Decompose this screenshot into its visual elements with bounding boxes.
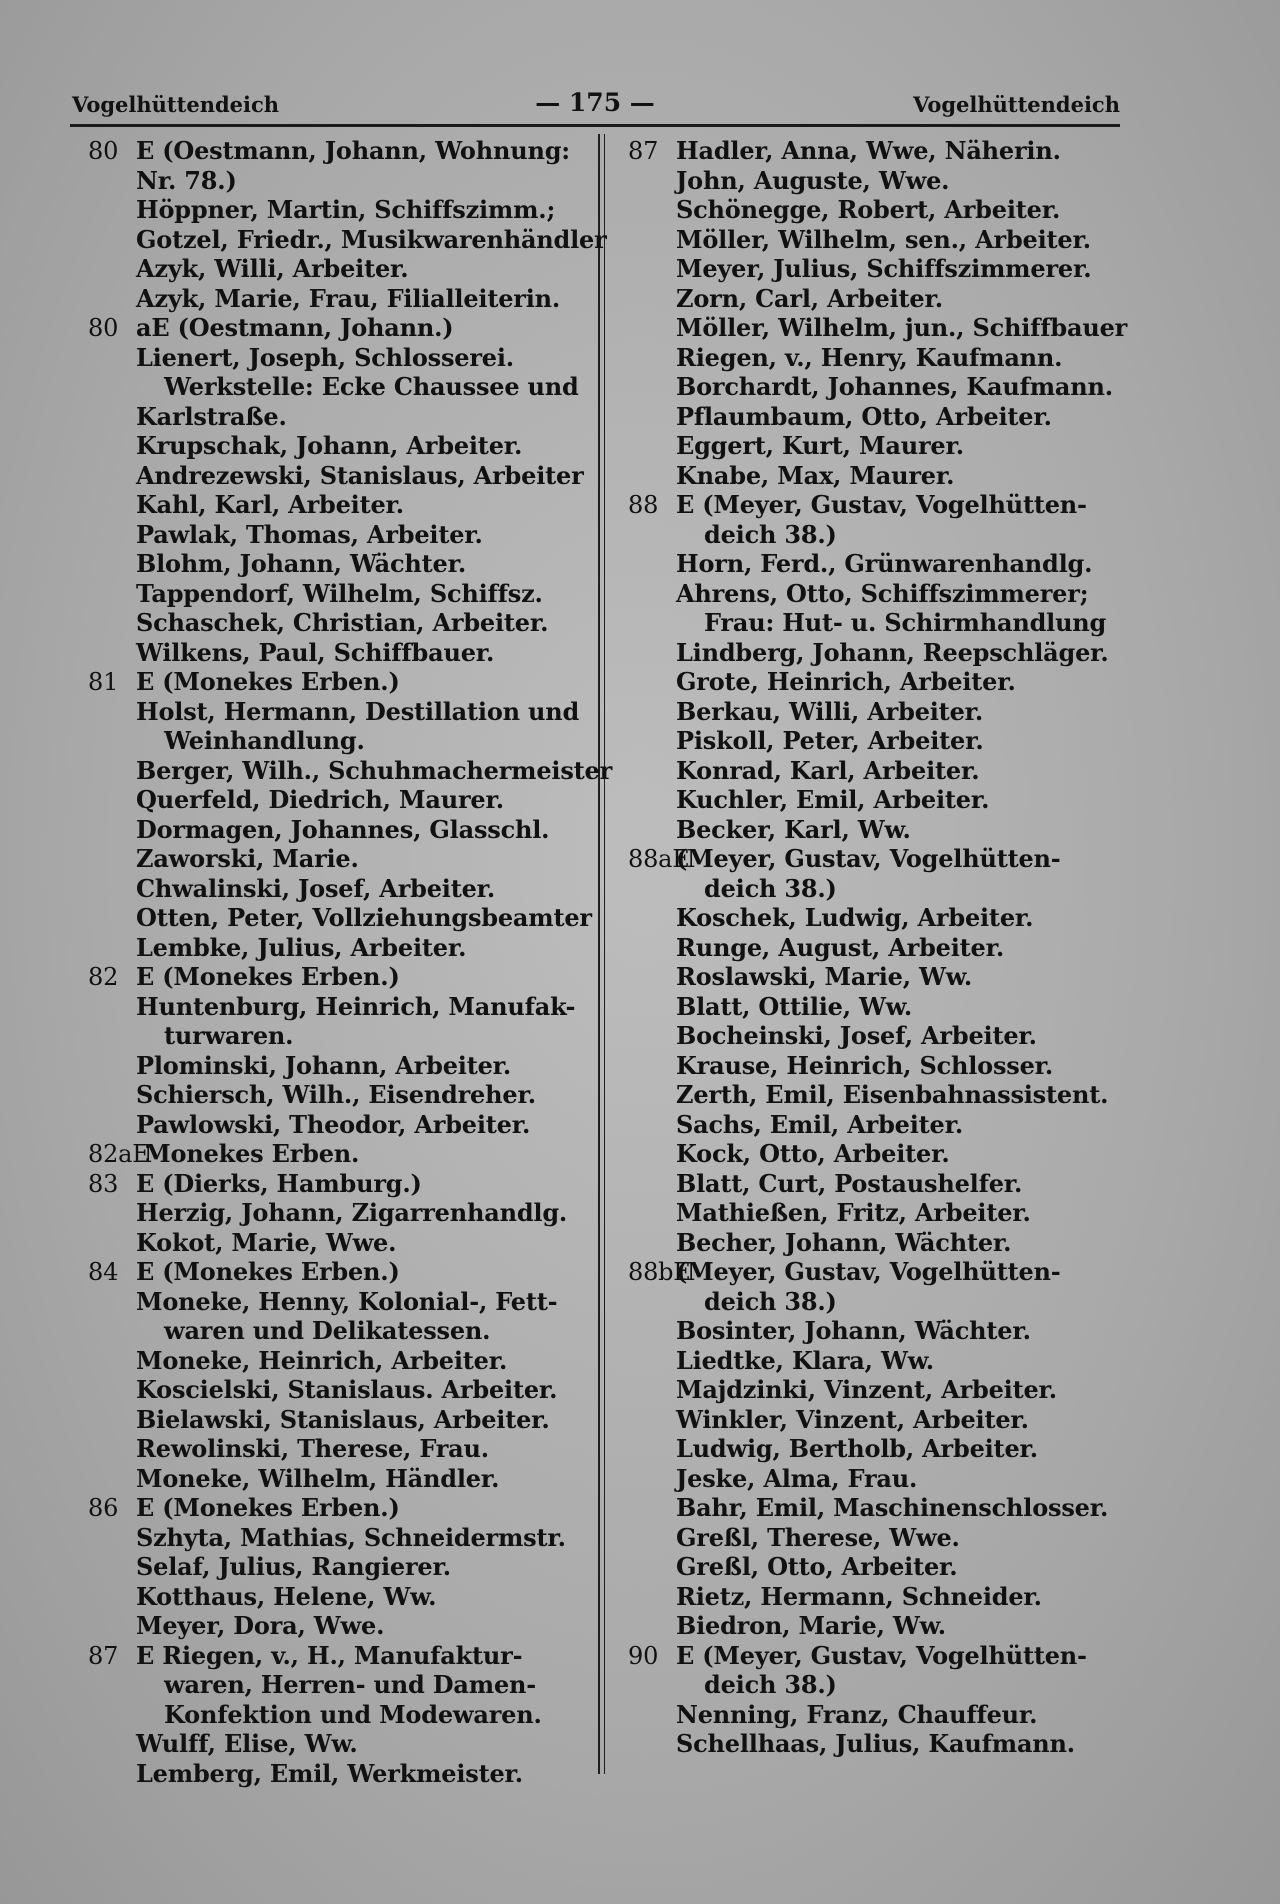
directory-line xyxy=(88,903,592,933)
entry-text: Huntenburg, Heinrich, Manufak- xyxy=(136,991,576,1021)
directory-line xyxy=(88,726,583,756)
entry-text: Otten, Peter, Vollziehungsbeamter xyxy=(136,903,592,932)
directory-line xyxy=(88,1700,583,1730)
directory-line xyxy=(628,579,1138,609)
directory-line xyxy=(628,1375,1138,1405)
entry-text: Lembke, Julius, Arbeiter. xyxy=(136,932,467,962)
directory-line xyxy=(88,962,583,992)
directory-line xyxy=(628,1257,1138,1287)
running-head-right: Vogelhüttendeich xyxy=(912,92,1120,117)
directory-line xyxy=(628,638,1138,668)
directory-line xyxy=(628,1021,1138,1051)
entry-text: Nenning, Franz, Chauffeur. xyxy=(676,1699,1038,1729)
entry-text: Konrad, Karl, Arbeiter. xyxy=(676,755,980,785)
directory-line xyxy=(628,1582,1138,1612)
entry-text: Höppner, Martin, Schiffszimm.; xyxy=(136,195,556,224)
directory-line xyxy=(628,1670,1138,1700)
directory-line xyxy=(88,1139,583,1169)
directory-line xyxy=(628,313,1138,343)
entry-text: Möller, Wilhelm, sen., Arbeiter. xyxy=(676,224,1091,254)
directory-line xyxy=(628,1139,1138,1169)
entry-text: Plominski, Johann, Arbeiter. xyxy=(136,1050,512,1080)
running-head-left: Vogelhüttendeich xyxy=(72,92,280,117)
entry-text: Ahrens, Otto, Schiffszimmerer; xyxy=(676,578,1089,608)
column-divider xyxy=(598,134,600,1774)
entry-text: Wulff, Elise, Ww. xyxy=(136,1729,358,1758)
entry-text: E (Meyer, Gustav, Vogelhütten- xyxy=(676,490,1087,519)
directory-line xyxy=(88,1198,583,1228)
entry-text: Konfektion und Modewaren. xyxy=(164,1699,542,1729)
directory-line xyxy=(88,1405,583,1435)
directory-line xyxy=(628,225,1138,255)
entry-text: Azyk, Willi, Arbeiter. xyxy=(136,254,409,283)
entry-text: Lienert, Joseph, Schlosserei. xyxy=(136,342,514,372)
entry-text: Lemberg, Emil, Werkmeister. xyxy=(136,1758,523,1788)
entry-text: John, Auguste, Wwe. xyxy=(676,165,950,195)
directory-line xyxy=(628,608,1138,638)
entry-text: Greßl, Therese, Wwe. xyxy=(676,1522,960,1552)
entry-text: Koschek, Ludwig, Arbeiter. xyxy=(676,903,1034,932)
entry-text: Becker, Karl, Ww. xyxy=(676,814,911,844)
entry-text: Chwalinski, Josef, Arbeiter. xyxy=(136,873,496,903)
directory-line xyxy=(88,1759,583,1789)
directory-line xyxy=(88,1287,583,1317)
entry-text: Ludwig, Bertholb, Arbeiter. xyxy=(676,1434,1038,1463)
entry-text: deich 38.) xyxy=(704,873,837,903)
entry-text: Kotthaus, Helene, Ww. xyxy=(136,1581,437,1611)
directory-line xyxy=(88,1080,583,1110)
directory-line xyxy=(628,1169,1138,1199)
entry-text: Liedtke, Klara, Ww. xyxy=(676,1345,934,1375)
entry-text: Berkau, Willi, Arbeiter. xyxy=(676,696,984,726)
directory-line xyxy=(628,933,1138,963)
directory-line xyxy=(88,372,583,402)
entry-text: Becher, Johann, Wächter. xyxy=(676,1227,1012,1257)
directory-line xyxy=(628,1641,1138,1671)
directory-line xyxy=(88,874,583,904)
directory-line xyxy=(628,667,1138,697)
directory-line xyxy=(628,490,1138,520)
entry-text: Holst, Hermann, Destillation und xyxy=(136,696,580,726)
directory-line xyxy=(88,1641,583,1671)
directory-line xyxy=(628,549,1138,579)
entry-text: deich 38.) xyxy=(704,519,837,549)
directory-line xyxy=(88,1375,583,1405)
directory-line xyxy=(628,1346,1138,1376)
right-column xyxy=(628,136,1138,1759)
directory-line xyxy=(88,520,583,550)
directory-line xyxy=(628,166,1138,196)
directory-line xyxy=(628,962,1138,992)
house-number: 88bE xyxy=(628,1258,691,1286)
directory-line xyxy=(88,1523,583,1553)
entry-text: Horn, Ferd., Grünwarenhandlg. xyxy=(676,549,1093,578)
entry-text: Koscielski, Stanislaus. Arbeiter. xyxy=(136,1375,558,1404)
entry-text: Jeske, Alma, Frau. xyxy=(676,1463,918,1493)
entry-text: Moneke, Heinrich, Arbeiter. xyxy=(136,1345,508,1375)
directory-line xyxy=(88,195,583,225)
directory-line xyxy=(88,1316,583,1346)
house-number: 82 xyxy=(88,963,119,991)
entry-text: Karlstraße. xyxy=(136,401,287,431)
directory-line xyxy=(88,1110,583,1140)
directory-line xyxy=(88,579,583,609)
directory-line xyxy=(88,785,583,815)
directory-line xyxy=(88,1021,583,1051)
entry-text: Nr. 78.) xyxy=(136,165,237,195)
entry-text: Schellhaas, Julius, Kaufmann. xyxy=(676,1729,1075,1758)
directory-line xyxy=(628,195,1138,225)
house-number: 82aE xyxy=(88,1140,150,1168)
directory-line xyxy=(88,136,583,166)
entry-text: Schiersch, Wilh., Eisendreher. xyxy=(136,1080,536,1109)
entry-text: Mathießen, Fritz, Arbeiter. xyxy=(676,1198,1031,1227)
directory-line xyxy=(628,726,1138,756)
entry-text: Kahl, Karl, Arbeiter. xyxy=(136,490,404,519)
directory-line xyxy=(628,844,1138,874)
house-number: 80 xyxy=(88,137,119,165)
house-number: 87 xyxy=(88,1641,119,1670)
page-number: — 175 — xyxy=(535,88,655,117)
directory-line xyxy=(88,224,607,255)
entry-text: Hadler, Anna, Wwe, Näherin. xyxy=(676,136,1061,165)
directory-line xyxy=(88,1228,583,1258)
entry-text: Kokot, Marie, Wwe. xyxy=(136,1227,397,1257)
directory-line xyxy=(88,1493,583,1523)
entry-text: waren und Delikatessen. xyxy=(164,1316,491,1345)
entry-text: (Meyer, Gustav, Vogelhütten- xyxy=(676,844,1061,873)
directory-line xyxy=(88,1257,583,1287)
directory-line xyxy=(628,1228,1138,1258)
entry-text: Meyer, Dora, Wwe. xyxy=(136,1611,385,1640)
entry-text: Moneke, Wilhelm, Händler. xyxy=(136,1463,500,1493)
house-number: 87 xyxy=(628,137,659,165)
entry-text: turwaren. xyxy=(164,1021,294,1050)
entry-text: Bocheinski, Josef, Arbeiter. xyxy=(676,1021,1037,1050)
entry-text: waren, Herren- und Damen- xyxy=(164,1670,537,1699)
entry-text: Wilkens, Paul, Schiffbauer. xyxy=(136,637,495,667)
directory-line xyxy=(628,1700,1138,1730)
directory-line xyxy=(628,1287,1138,1317)
entry-text: Schönegge, Robert, Arbeiter. xyxy=(676,195,1061,224)
directory-line xyxy=(88,667,583,697)
entry-text: Piskoll, Peter, Arbeiter. xyxy=(676,726,984,755)
entry-text: Meyer, Julius, Schiffszimmerer. xyxy=(676,254,1092,283)
entry-text: Moneke, Henny, Kolonial-, Fett- xyxy=(136,1286,558,1316)
house-number: 88aE xyxy=(628,845,690,873)
entry-text: Borchardt, Johannes, Kaufmann. xyxy=(676,372,1113,401)
house-number: 88 xyxy=(628,491,659,519)
entry-text: Selaf, Julius, Rangierer. xyxy=(136,1552,451,1581)
entry-text: Bielawski, Stanislaus, Arbeiter. xyxy=(136,1404,550,1434)
header-rule xyxy=(70,124,1120,127)
entry-text: E (Monekes Erben.) xyxy=(136,1493,400,1522)
entry-text: Kuchler, Emil, Arbeiter. xyxy=(676,785,990,814)
entry-text: Pflaumbaum, Otto, Arbeiter. xyxy=(676,401,1052,431)
entry-text: E (Dierks, Hamburg.) xyxy=(136,1168,422,1198)
page-header xyxy=(70,86,1120,126)
directory-line xyxy=(88,1729,583,1759)
entry-text: Riegen, v., Henry, Kaufmann. xyxy=(676,342,1063,372)
directory-line xyxy=(628,1523,1138,1553)
directory-line xyxy=(88,254,583,284)
directory-line xyxy=(88,431,583,461)
entry-text: Bosinter, Johann, Wächter. xyxy=(676,1316,1031,1345)
directory-line xyxy=(88,992,583,1022)
directory-line xyxy=(88,1582,583,1612)
directory-line xyxy=(628,785,1138,815)
directory-line xyxy=(88,638,583,668)
directory-line xyxy=(88,284,583,314)
directory-line xyxy=(88,313,583,343)
entry-text: Pawlowski, Theodor, Arbeiter. xyxy=(136,1109,531,1139)
directory-line xyxy=(628,372,1138,402)
entry-text: Eggert, Kurt, Maurer. xyxy=(676,431,964,460)
directory-line xyxy=(88,1051,583,1081)
entry-text: Gotzel, Friedr., Musikwarenhändler xyxy=(136,224,607,254)
entry-text: Bahr, Emil, Maschinenschlosser. xyxy=(676,1493,1109,1522)
entry-text: Azyk, Marie, Frau, Filialleiterin. xyxy=(136,283,561,313)
directory-line xyxy=(628,1493,1138,1523)
entry-text: Berger, Wilh., Schuhmachermeister xyxy=(136,755,613,785)
directory-line xyxy=(628,697,1138,727)
entry-text: Dormagen, Johannes, Glasschl. xyxy=(136,814,550,844)
directory-line xyxy=(88,1169,583,1199)
entry-text: E Riegen, v., H., Manufaktur- xyxy=(136,1640,523,1670)
entry-text: Krause, Heinrich, Schlosser. xyxy=(676,1050,1054,1080)
directory-line xyxy=(628,815,1138,845)
directory-line xyxy=(628,343,1138,373)
house-number: 81 xyxy=(88,668,119,696)
directory-line xyxy=(628,1729,1138,1759)
directory-line xyxy=(88,1346,583,1376)
directory-line xyxy=(628,284,1138,314)
entry-text: E (Monekes Erben.) xyxy=(136,667,400,696)
entry-text: Werkstelle: Ecke Chaussee und xyxy=(164,372,579,401)
entry-text: Tappendorf, Wilhelm, Schiffsz. xyxy=(136,578,543,608)
entry-text: Frau: Hut- u. Schirmhandlung xyxy=(704,608,1107,637)
directory-line xyxy=(628,431,1138,461)
entry-text: Andrezewski, Stanislaus, Arbeiter xyxy=(136,460,584,490)
directory-line xyxy=(628,1464,1138,1494)
house-number: 90 xyxy=(628,1641,659,1670)
directory-line xyxy=(88,402,583,432)
entry-text: (Meyer, Gustav, Vogelhütten- xyxy=(676,1257,1061,1286)
entry-text: Runge, August, Arbeiter. xyxy=(676,932,1005,962)
entry-text: E (Oestmann, Johann, Wohnung: xyxy=(136,136,570,165)
directory-line xyxy=(628,1405,1138,1435)
directory-line xyxy=(628,756,1138,786)
directory-line xyxy=(628,1198,1138,1228)
directory-line xyxy=(88,1464,583,1494)
entry-text: Kock, Otto, Arbeiter. xyxy=(676,1139,950,1168)
directory-line xyxy=(88,1434,583,1464)
directory-line xyxy=(88,697,583,727)
directory-line xyxy=(88,343,583,373)
directory-line xyxy=(628,903,1138,933)
entry-text: E (Monekes Erben.) xyxy=(136,1257,400,1286)
directory-line xyxy=(88,815,583,845)
entry-text: Querfeld, Diedrich, Maurer. xyxy=(136,785,504,814)
entry-text: Möller, Wilhelm, jun., Schiffbauer xyxy=(676,313,1128,342)
directory-line xyxy=(88,608,583,638)
directory-line xyxy=(88,755,613,786)
entry-text: Lindberg, Johann, Reepschläger. xyxy=(676,637,1109,667)
entry-text: Blatt, Curt, Postaushelfer. xyxy=(676,1168,1023,1198)
entry-text: Rewolinski, Therese, Frau. xyxy=(136,1434,489,1463)
directory-line xyxy=(628,461,1138,491)
entry-text: Zaworski, Marie. xyxy=(136,844,359,873)
entry-text: Krupschak, Johann, Arbeiter. xyxy=(136,431,523,460)
directory-line xyxy=(88,166,583,196)
entry-text: Monekes Erben. xyxy=(136,1139,360,1168)
entry-text: Zorn, Carl, Arbeiter. xyxy=(676,283,943,313)
entry-text: Herzig, Johann, Zigarrenhandlg. xyxy=(136,1198,568,1227)
entry-text: Zerth, Emil, Eisenbahnassistent. xyxy=(676,1080,1109,1109)
directory-line xyxy=(88,490,583,520)
entry-text: Szhyta, Mathias, Schneidermstr. xyxy=(136,1522,566,1552)
entry-text: deich 38.) xyxy=(704,1670,837,1699)
directory-line xyxy=(88,1611,583,1641)
directory-line xyxy=(628,1051,1138,1081)
column-divider-inner xyxy=(604,134,605,1774)
entry-text: Roslawski, Marie, Ww. xyxy=(676,962,972,991)
entry-text: Schaschek, Christian, Arbeiter. xyxy=(136,608,549,637)
directory-line xyxy=(628,1110,1138,1140)
entry-text: Blohm, Johann, Wächter. xyxy=(136,549,466,578)
directory-line xyxy=(88,844,583,874)
house-number: 84 xyxy=(88,1258,119,1286)
entry-text: Weinhandlung. xyxy=(164,726,365,755)
entry-text: E (Meyer, Gustav, Vogelhütten- xyxy=(676,1640,1087,1670)
directory-line xyxy=(628,1434,1138,1464)
directory-line xyxy=(88,1670,583,1700)
house-number: 86 xyxy=(88,1494,119,1522)
entry-text: Biedron, Marie, Ww. xyxy=(676,1611,946,1640)
entry-text: Knabe, Max, Maurer. xyxy=(676,460,955,490)
directory-line xyxy=(628,874,1138,904)
entry-text: E (Monekes Erben.) xyxy=(136,962,400,991)
directory-line xyxy=(88,1552,583,1582)
left-column xyxy=(88,136,613,1788)
entry-text: Blatt, Ottilie, Ww. xyxy=(676,991,913,1021)
entry-text: aE (Oestmann, Johann.) xyxy=(136,313,454,342)
directory-line xyxy=(628,402,1138,432)
entry-text: Sachs, Emil, Arbeiter. xyxy=(676,1109,963,1139)
entry-text: Winkler, Vinzent, Arbeiter. xyxy=(676,1404,1029,1434)
directory-line xyxy=(88,549,583,579)
directory-line xyxy=(628,1316,1138,1346)
entry-text: Grote, Heinrich, Arbeiter. xyxy=(676,667,1016,696)
house-number: 80 xyxy=(88,314,119,342)
entry-text: Majdzinki, Vinzent, Arbeiter. xyxy=(676,1375,1057,1404)
entry-text: deich 38.) xyxy=(704,1286,837,1316)
house-number: 83 xyxy=(88,1169,119,1198)
directory-line xyxy=(628,1552,1138,1582)
entry-text: Rietz, Hermann, Schneider. xyxy=(676,1581,1042,1611)
directory-line xyxy=(628,254,1138,284)
directory-line xyxy=(88,461,583,491)
directory-line xyxy=(628,520,1138,550)
directory-line xyxy=(628,1611,1138,1641)
entry-text: Greßl, Otto, Arbeiter. xyxy=(676,1552,958,1581)
directory-line xyxy=(628,136,1138,166)
directory-line xyxy=(628,992,1138,1022)
directory-line xyxy=(628,1080,1138,1110)
directory-line xyxy=(88,933,583,963)
entry-text: Pawlak, Thomas, Arbeiter. xyxy=(136,519,483,549)
